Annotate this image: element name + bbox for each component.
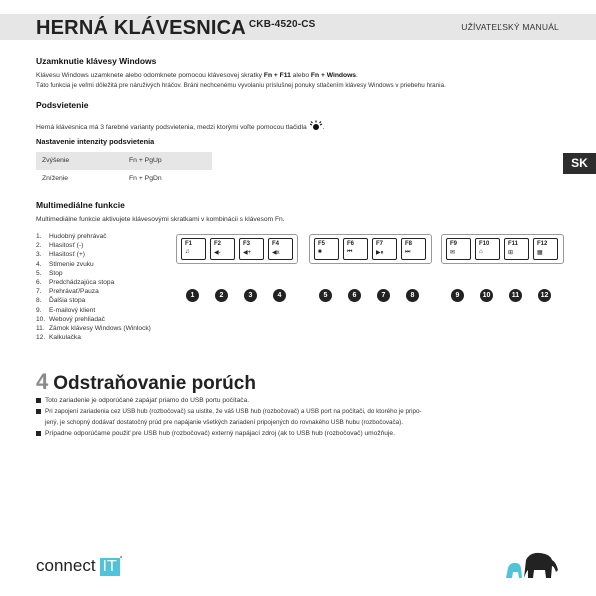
function-key xyxy=(446,238,471,260)
callout-number: 11 xyxy=(509,289,522,302)
list-item: 6. Predchádzajúca stopa xyxy=(36,278,115,286)
key-icon: ⌂ xyxy=(479,249,483,255)
key-label: F11 xyxy=(508,241,519,247)
troubleshoot-heading: 4 Odstraňovanie porúch xyxy=(36,369,256,394)
key-label: F10 xyxy=(479,241,490,247)
list-item: 7. Prehrávať/Pauza xyxy=(36,288,99,296)
list-item: 1. Hudobný prehrávač xyxy=(36,233,107,240)
list-item: 11. Zámok klávesy Windows (Winlock) xyxy=(36,324,151,332)
language-tab: SK xyxy=(563,153,596,174)
function-key xyxy=(372,238,397,260)
multimedia-list xyxy=(36,233,151,343)
key-label: F5 xyxy=(318,241,326,247)
function-key xyxy=(475,238,500,260)
bullet-item-continued: jený, je schopný dodávať dostatočný prúd pre napájanie všetkých zariadení pripojených do rovnakého USB hubu (rozbočovača). xyxy=(45,419,404,426)
function-key xyxy=(533,238,558,260)
multimedia-heading: Multimediálne funkcie xyxy=(36,200,125,210)
key-icon: ◀- xyxy=(214,250,221,256)
light-button-icon xyxy=(309,120,323,134)
callout-number: 12 xyxy=(538,289,551,302)
list-item: 9. E-mailový klient xyxy=(36,306,96,314)
function-key xyxy=(343,238,368,260)
key-label: F2 xyxy=(214,241,222,247)
list-item: 10. Webový prehliadač xyxy=(36,315,105,323)
function-key xyxy=(239,238,264,260)
key-icon: ♫ xyxy=(185,249,190,255)
callout-number: 3 xyxy=(244,289,257,302)
key-icon: ✉ xyxy=(450,250,456,256)
key-icon: ▦ xyxy=(537,250,543,256)
callout-number: 6 xyxy=(348,289,361,302)
key-label: F7 xyxy=(376,241,384,247)
key-icon: ⏭ xyxy=(405,249,411,255)
key-icon: ⏮ xyxy=(347,249,353,255)
key-label: F9 xyxy=(450,241,458,247)
table-cell-action: Zvýšenie xyxy=(42,157,70,164)
table-cell-keys: Fn + PgDn xyxy=(129,175,162,182)
key-label: F1 xyxy=(185,241,193,247)
elephant-logo-icon xyxy=(504,550,562,587)
backlight-text: Herná klávesnica má 3 farebné varianty podsvietenia, medzi ktorými voľte pomocou tlačidla . xyxy=(36,120,324,134)
callout-number: 9 xyxy=(451,289,464,302)
key-label: F12 xyxy=(537,241,548,247)
brand-logo: connect IT ° xyxy=(36,556,123,575)
callout-number: 10 xyxy=(480,289,493,302)
backlight-subheading: Nastavenie intenzity podsvietenia xyxy=(36,137,155,146)
table-row xyxy=(36,170,212,188)
table-cell-keys: Fn + PgUp xyxy=(129,157,162,164)
callout-number: 5 xyxy=(319,289,332,302)
key-icon: ◀+ xyxy=(243,250,252,256)
multimedia-text: Multimediálne funkcie aktivujete klávesovými skratkami v kombinácii s klávesom Fn. xyxy=(36,216,285,223)
list-item: 3. Hlasitosť (+) xyxy=(36,251,85,259)
header-bar xyxy=(0,14,596,40)
callout-number: 4 xyxy=(273,289,286,302)
function-key xyxy=(210,238,235,260)
callout-number: 2 xyxy=(215,289,228,302)
callout-number: 1 xyxy=(186,289,199,302)
lock-heading: Uzamknutie klávesy Windows xyxy=(36,56,157,66)
list-item: 8. Ďalšia stopa xyxy=(36,297,86,305)
key-label: F4 xyxy=(272,241,280,247)
bullet-item: Toto zariadenie je odporúčané zapájať priamo do USB portu počítača. xyxy=(36,397,249,404)
list-item: 4. Stlmenie zvuku xyxy=(36,260,94,268)
callout-number: 7 xyxy=(377,289,390,302)
key-icon: ▶⏸ xyxy=(376,250,384,256)
key-icon: ■ xyxy=(318,249,322,255)
function-key xyxy=(504,238,529,260)
table-cell-action: Zníženie xyxy=(42,175,69,182)
key-label: F3 xyxy=(243,241,251,247)
function-key xyxy=(314,238,339,260)
key-icon: ◀x xyxy=(272,250,280,256)
manual-label: UŽÍVATEĽSKÝ MANUÁL xyxy=(461,22,559,32)
bullet-item: Prípadne odporúčame použiť pre USB hub (rozbočovač) externý napájací zdroj (ak to USB hub (rozbočovač) umožňuje. xyxy=(36,430,395,437)
page-title: HERNÁ KLÁVESNICA $^{CKB-4520-CS}$ xyxy=(36,17,316,39)
bullet-item: Pri zapojení zariadenia cez USB hub (rozbočovač) sa uistite, že váš USB hub (rozbočovač) a USB port na počítači, do ktorého je pripo- xyxy=(36,408,422,415)
list-item: 2. Hlasitosť (-) xyxy=(36,242,84,250)
backlight-heading: Podsvietenie xyxy=(36,100,89,110)
table-row xyxy=(36,152,212,170)
callout-number: 8 xyxy=(406,289,419,302)
list-item: 12. Kalkulačka xyxy=(36,334,81,342)
lock-text: Klávesu Windows uzamknete alebo odomknete pomocou klávesovej skratky Fn + F11 alebo Fn + Windows. xyxy=(36,72,358,79)
function-key xyxy=(181,238,206,260)
function-key xyxy=(401,238,426,260)
backlight-table xyxy=(36,152,212,188)
list-item: 5. Stop xyxy=(36,269,63,277)
function-key xyxy=(268,238,293,260)
lock-note: Táto funkcia je veľmi dôležitá pre náruživých hráčov. Bráni nechcenému vyvolaniu príslušnej ponuky stlačením klávesy Windows v priebehu hrania. xyxy=(36,82,446,89)
key-label: F8 xyxy=(405,241,413,247)
key-icon: ⊞ xyxy=(508,250,514,256)
key-label: F6 xyxy=(347,241,355,247)
model-number: CKB-4520-CS xyxy=(248,19,316,30)
